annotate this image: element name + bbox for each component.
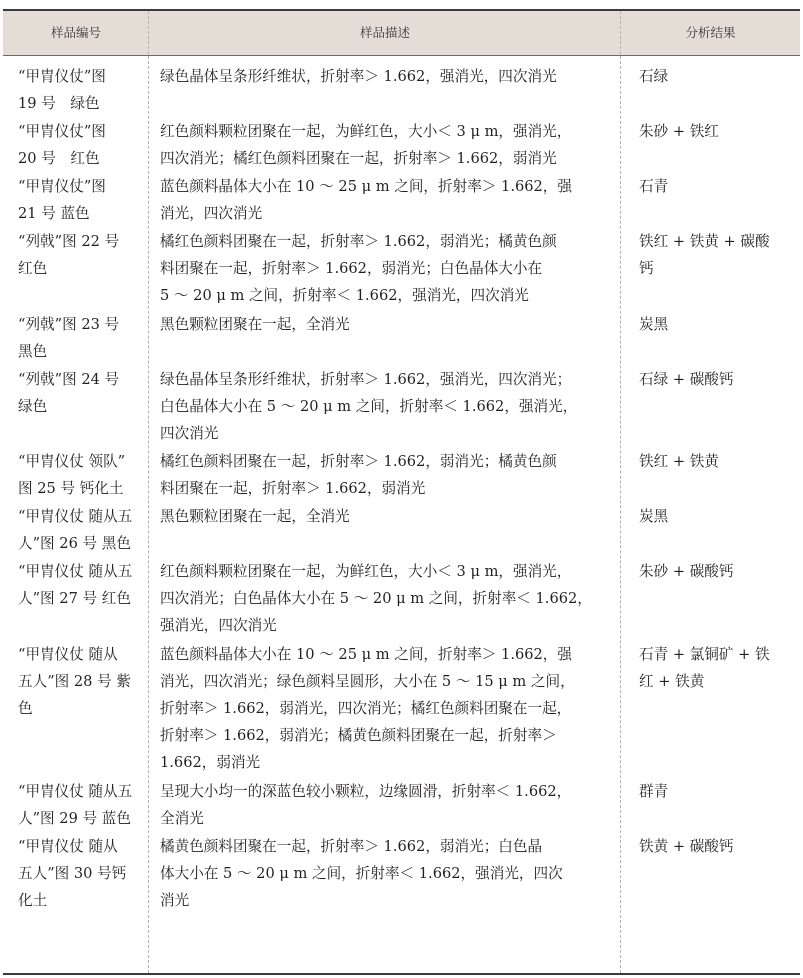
sample-id-cell bbox=[18, 311, 150, 365]
result-cell bbox=[639, 311, 789, 338]
cell-line: 四次消光 bbox=[160, 424, 219, 442]
cell-line: 红色颜料颗粒团聚在一起，为鲜红色，大小＜ 3 μ m，强消光， bbox=[160, 563, 572, 580]
cell-line: 体大小在 5 ～ 20 μ m 之间，折射率＜ 1.662，强消光，四次 bbox=[160, 865, 563, 882]
cell-line: “甲胄仪仗”图 bbox=[18, 68, 106, 85]
sample-id-cell bbox=[18, 118, 150, 172]
result-cell bbox=[639, 118, 789, 145]
sample-id-cell bbox=[18, 558, 150, 612]
sample-id-cell bbox=[18, 228, 150, 282]
cell-line: 炭黑 bbox=[639, 315, 669, 333]
description-cell bbox=[160, 63, 610, 90]
cell-line: 折射率＞ 1.662，弱消光，四次消光；橘红色颜料团聚在一起， bbox=[160, 699, 572, 717]
cell-line: 人”图 26 号 黑色 bbox=[18, 535, 131, 552]
sample-id-cell bbox=[18, 503, 150, 557]
cell-line: 20 号 红色 bbox=[18, 150, 100, 167]
cell-line: 料团聚在一起，折射率＞ 1.662，弱消光；白色晶体大小在 bbox=[160, 260, 543, 277]
cell-line: “甲胄仪仗”图 bbox=[18, 178, 106, 195]
sample-id-cell bbox=[18, 448, 150, 502]
cell-line: 蓝色颜料晶体大小在 10 ～ 25 μ m 之间，折射率＞ 1.662，强 bbox=[160, 645, 572, 663]
cell-line: 红 + 铁黄 bbox=[639, 672, 705, 690]
description-cell bbox=[160, 366, 610, 447]
cell-line: “列戟”图 23 号 bbox=[18, 315, 120, 333]
description-cell bbox=[160, 311, 610, 338]
result-cell bbox=[639, 503, 789, 530]
sample-id-cell bbox=[18, 641, 150, 722]
cell-line: 化土 bbox=[18, 892, 48, 909]
cell-line: 5 ～ 20 μ m 之间，折射率＜ 1.662，强消光，四次消光 bbox=[160, 287, 529, 304]
cell-line: “列戟”图 22 号 bbox=[18, 233, 120, 250]
cell-line: 人”图 29 号 蓝色 bbox=[18, 810, 131, 827]
cell-line: 石青 + 氯铜矿 + 铁 bbox=[639, 645, 770, 663]
cell-line: “甲胄仪仗 随从 bbox=[18, 838, 118, 855]
cell-line: 全消光 bbox=[160, 810, 204, 827]
result-cell bbox=[639, 173, 789, 200]
cell-line: 图 25 号 钙化土 bbox=[18, 480, 124, 497]
cell-line: 炭黑 bbox=[639, 508, 669, 525]
cell-line: 铁黄 + 碳酸钙 bbox=[639, 838, 734, 855]
table-header bbox=[3, 11, 800, 56]
cell-line: “甲胄仪仗 随从五 bbox=[18, 783, 133, 800]
description-cell bbox=[160, 228, 610, 309]
cell-line: “甲胄仪仗 随从 bbox=[18, 645, 118, 663]
cell-line: 蓝色颜料晶体大小在 10 ～ 25 μ m 之间，折射率＞ 1.662，强 bbox=[160, 178, 572, 195]
cell-line: 群青 bbox=[639, 783, 669, 800]
result-cell bbox=[639, 448, 789, 475]
sample-id-cell bbox=[18, 778, 150, 832]
cell-line: 消光，四次消光；绿色颜料呈圆形，大小在 5 ～ 15 μ m 之间， bbox=[160, 672, 575, 690]
cell-line: 绿色晶体呈条形纤维状，折射率＞ 1.662，强消光，四次消光 bbox=[160, 68, 557, 85]
cell-line: 19 号 绿色 bbox=[18, 95, 100, 112]
cell-line: 橘红色颜料团聚在一起，折射率＞ 1.662，弱消光；橘黄色颜 bbox=[160, 453, 557, 470]
description-cell bbox=[160, 503, 610, 530]
header-result: 分析结果 bbox=[685, 25, 736, 40]
result-cell bbox=[639, 833, 789, 860]
cell-line: 强消光，四次消光 bbox=[160, 617, 277, 634]
cell-line: 钙 bbox=[639, 260, 654, 277]
cell-line: “甲胄仪仗 随从五 bbox=[18, 563, 133, 580]
cell-line: 石绿 + 碳酸钙 bbox=[639, 370, 734, 388]
analysis-table bbox=[3, 9, 800, 975]
cell-line: 铁红 + 铁黄 bbox=[639, 453, 719, 470]
column-divider bbox=[620, 11, 621, 973]
result-cell bbox=[639, 228, 789, 282]
cell-line: 消光 bbox=[160, 892, 190, 909]
cell-line: 石绿 bbox=[639, 68, 669, 85]
result-cell bbox=[639, 641, 789, 695]
cell-line: 朱砂 + 铁红 bbox=[639, 123, 719, 140]
result-cell bbox=[639, 63, 789, 90]
description-cell bbox=[160, 173, 610, 227]
cell-line: 黑色 bbox=[18, 342, 48, 360]
cell-line: “甲胄仪仗 领队” bbox=[18, 453, 126, 470]
cell-line: 21 号 蓝色 bbox=[18, 205, 90, 222]
result-cell bbox=[639, 366, 789, 393]
cell-line: 朱砂 + 碳酸钙 bbox=[639, 563, 734, 580]
cell-line: 四次消光；白色晶体大小在 5 ～ 20 μ m 之间，折射率＜ 1.662， bbox=[160, 590, 592, 607]
cell-line: 橘红色颜料团聚在一起，折射率＞ 1.662，弱消光；橘黄色颜 bbox=[160, 233, 557, 250]
sample-id-cell bbox=[18, 833, 150, 914]
cell-line: 呈现大小均一的深蓝色较小颗粒，边缘圆滑，折射率＜ 1.662， bbox=[160, 783, 572, 800]
sample-id-cell bbox=[18, 63, 150, 117]
description-cell bbox=[160, 558, 610, 639]
cell-line: 1.662，弱消光 bbox=[160, 753, 261, 771]
cell-line: 消光，四次消光 bbox=[160, 205, 263, 222]
sample-id-cell bbox=[18, 173, 150, 227]
cell-line: 黑色颗粒团聚在一起，全消光 bbox=[160, 508, 350, 525]
cell-line: 绿色晶体呈条形纤维状，折射率＞ 1.662，强消光，四次消光； bbox=[160, 370, 572, 388]
cell-line: 黑色颗粒团聚在一起，全消光 bbox=[160, 315, 350, 333]
cell-line: 料团聚在一起，折射率＞ 1.662，弱消光 bbox=[160, 480, 426, 497]
cell-line: 折射率＞ 1.662，弱消光；橘黄色颜料团聚在一起，折射率＞ bbox=[160, 726, 557, 744]
cell-line: 人”图 27 号 红色 bbox=[18, 590, 131, 607]
cell-line: 五人”图 30 号钙 bbox=[18, 865, 127, 882]
cell-line: 五人”图 28 号 紫 bbox=[18, 672, 131, 690]
cell-line: “甲胄仪仗 随从五 bbox=[18, 508, 133, 525]
cell-line: “列戟”图 24 号 bbox=[18, 370, 120, 388]
cell-line: 石青 bbox=[639, 178, 669, 195]
cell-line: 四次消光；橘红色颜料团聚在一起，折射率＞ 1.662，弱消光 bbox=[160, 150, 557, 167]
description-cell bbox=[160, 641, 610, 776]
cell-line: 白色晶体大小在 5 ～ 20 μ m 之间，折射率＜ 1.662，强消光， bbox=[160, 397, 578, 415]
cell-line: “甲胄仪仗”图 bbox=[18, 123, 106, 140]
description-cell bbox=[160, 118, 610, 172]
description-cell bbox=[160, 833, 610, 914]
header-sample-id: 样品编号 bbox=[50, 25, 101, 40]
cell-line: 铁红 + 铁黄 + 碳酸 bbox=[639, 233, 770, 250]
cell-line: 色 bbox=[18, 699, 33, 717]
sample-id-cell bbox=[18, 366, 150, 420]
cell-line: 橘黄色颜料团聚在一起，折射率＞ 1.662，弱消光；白色晶 bbox=[160, 838, 543, 855]
description-cell bbox=[160, 448, 610, 502]
cell-line: 红色颜料颗粒团聚在一起，为鲜红色，大小＜ 3 μ m，强消光， bbox=[160, 123, 572, 140]
header-description: 样品描述 bbox=[359, 25, 410, 40]
result-cell bbox=[639, 558, 789, 585]
cell-line: 绿色 bbox=[18, 397, 48, 415]
result-cell bbox=[639, 778, 789, 805]
description-cell bbox=[160, 778, 610, 832]
cell-line: 红色 bbox=[18, 260, 48, 277]
